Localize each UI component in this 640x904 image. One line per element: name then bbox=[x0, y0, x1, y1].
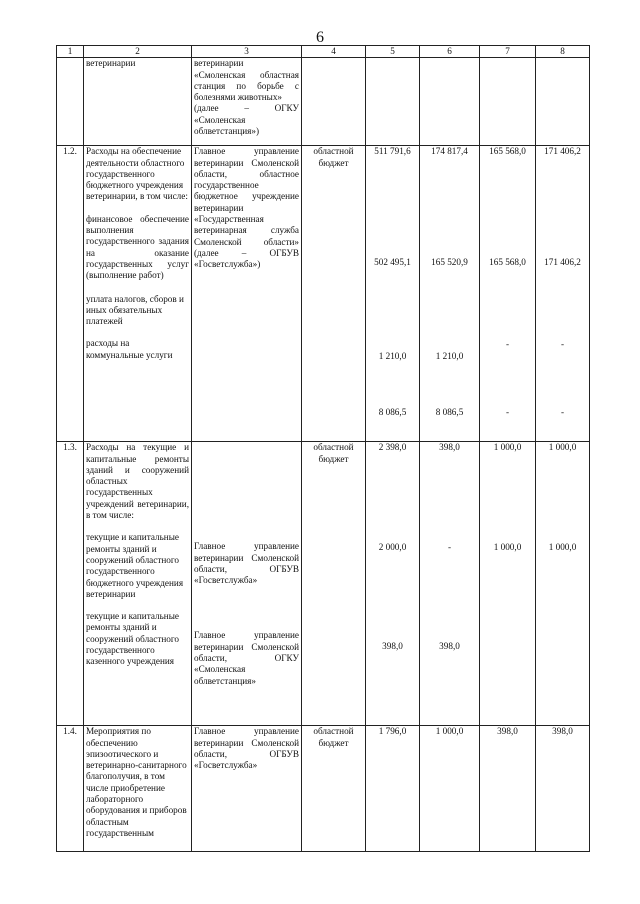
value-cell bbox=[366, 146, 420, 442]
value-sub: 1 000,0 bbox=[493, 541, 522, 552]
sub-label: уплата налогов, сборов и иных обязательных платежей bbox=[86, 293, 184, 327]
value-total: 174 817,4 bbox=[431, 146, 468, 157]
activity-cell bbox=[84, 146, 192, 442]
value-sub: 502 495,1 bbox=[374, 256, 411, 267]
header-cell: 6 bbox=[420, 46, 480, 58]
value-total: 2 398,0 bbox=[378, 442, 407, 453]
source-cell: областной бюджет bbox=[302, 442, 366, 726]
value-cell: 1 796,0 bbox=[366, 726, 420, 852]
value-total: 1 000,0 bbox=[548, 442, 577, 453]
sub-label: расходы на коммунальные услуги bbox=[86, 338, 173, 360]
value-cell bbox=[536, 146, 590, 442]
budget-table bbox=[56, 45, 590, 852]
activity-cell: ветеринарии bbox=[84, 58, 192, 146]
value-sub: 165 568,0 bbox=[489, 256, 526, 267]
value-sub: - bbox=[560, 407, 565, 418]
executor-cell: Главное управление ветеринарии Смоленской области, областное государственное бюджетное учреждение ветеринарии «Государственная ветеринарная служба Смоленской области» (далее – ОГБУВ «Госветслужба») bbox=[192, 146, 302, 442]
value-sub: 8 086,5 bbox=[435, 407, 464, 418]
value-sub: 165 520,9 bbox=[431, 256, 468, 267]
value-cell bbox=[536, 442, 590, 726]
header-cell: 7 bbox=[480, 46, 536, 58]
activity-label: Расходы на текущие и капитальные ремонты зданий и сооружений областных государственных учреждений ветеринарии, в том числе: bbox=[86, 442, 189, 521]
executor-cell: ветеринарии «Смоленская областная станция по борьбе с болезнями животных» (далее – ОГКУ «Смоленская облветстанция») bbox=[192, 58, 302, 146]
value-sub: 398,0 bbox=[382, 640, 403, 651]
header-cell: 2 bbox=[84, 46, 192, 58]
value-cell: 1 000,0 bbox=[420, 726, 480, 852]
value-total: 165 568,0 bbox=[489, 146, 526, 157]
value-sub: 1 000,0 bbox=[548, 541, 577, 552]
row-number: 1.2. bbox=[57, 146, 84, 442]
table-row-1-3 bbox=[57, 442, 590, 726]
page-number: 6 bbox=[316, 29, 324, 46]
header-cell: 4 bbox=[302, 46, 366, 58]
table-row-continuation bbox=[57, 58, 590, 146]
activity-label: Расходы на обеспечение деятельности областного государственного бюджетного учреждения ветеринарии, в том числе: bbox=[86, 146, 188, 202]
row-number: 1.4. bbox=[57, 726, 84, 852]
sub-executor: Главное управление ветеринарии Смоленской области, ОГБУВ «Госветслужба» bbox=[194, 541, 299, 586]
value-cell bbox=[480, 146, 536, 442]
value-sub: 8 086,5 bbox=[378, 407, 407, 418]
value-total: 511 791,6 bbox=[374, 146, 411, 157]
value-sub: - bbox=[560, 338, 565, 349]
value-cell: 398,0 bbox=[480, 726, 536, 852]
sub-label: финансовое обеспечение выполнения государственного задания на оказание государственных услуг (выполнение работ) bbox=[86, 213, 189, 281]
value-total: 1 000,0 bbox=[493, 442, 522, 453]
header-cell: 1 bbox=[57, 46, 84, 58]
header-cell: 3 bbox=[192, 46, 302, 58]
value-cell: 398,0 bbox=[536, 726, 590, 852]
executor-cell bbox=[192, 442, 302, 726]
sub-label: текущие и капитальные ремонты зданий и сооружений областного государственного казенного учреждения bbox=[86, 611, 179, 667]
value-total: 171 406,2 bbox=[544, 146, 581, 157]
table-row-1-2 bbox=[57, 146, 590, 442]
value-sub: 171 406,2 bbox=[544, 256, 581, 267]
table-row-1-4 bbox=[57, 726, 590, 852]
sub-label: текущие и капитальные ремонты зданий и сооружений областного государственного бюджетного учреждения ветеринарии bbox=[86, 532, 184, 599]
value-sub: - bbox=[447, 541, 452, 552]
source-cell: областной бюджет bbox=[302, 146, 366, 442]
source-cell: областной бюджет bbox=[302, 726, 366, 852]
header-cell: 5 bbox=[366, 46, 420, 58]
value-cell bbox=[420, 442, 480, 726]
value-cell bbox=[366, 442, 420, 726]
value-sub: 398,0 bbox=[439, 640, 460, 651]
sub-executor: Главное управление ветеринарии Смоленской области, ОГКУ «Смоленская облветстанция» bbox=[194, 630, 299, 686]
executor-cell: Главное управление ветеринарии Смоленской области, ОГБУВ «Госветслужба» bbox=[192, 726, 302, 852]
activity-cell: Мероприятия по обеспечению эпизоотического и ветеринарно-санитарного благополучия, в том числе приобретение лабораторного оборудования и приборов областным государственным bbox=[84, 726, 192, 852]
header-cell: 8 bbox=[536, 46, 590, 58]
value-sub: 2 000,0 bbox=[378, 541, 407, 552]
value-sub: 1 210,0 bbox=[435, 350, 464, 361]
value-cell bbox=[480, 442, 536, 726]
value-cell bbox=[420, 146, 480, 442]
value-total: 398,0 bbox=[439, 442, 460, 453]
header-row bbox=[57, 46, 590, 58]
row-number: 1.3. bbox=[57, 442, 84, 726]
value-sub: - bbox=[505, 338, 510, 349]
value-sub: - bbox=[505, 407, 510, 418]
activity-cell bbox=[84, 442, 192, 726]
value-sub: 1 210,0 bbox=[378, 350, 407, 361]
